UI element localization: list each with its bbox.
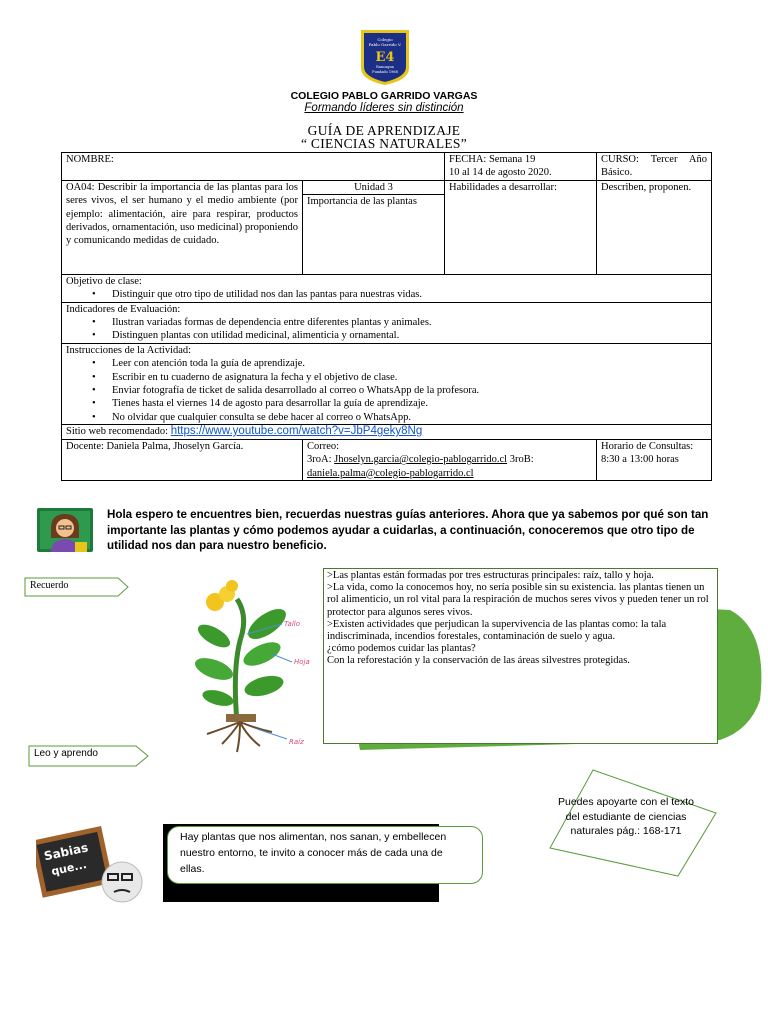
indicadores-label: Indicadores de Evaluación: xyxy=(66,303,181,315)
objetivo-label: Objetivo de clase: xyxy=(66,275,142,287)
guide-title xyxy=(0,124,768,150)
recuerdo-label: Recuerdo xyxy=(30,580,69,591)
correo-prefix-b: 3roB: xyxy=(507,454,534,466)
nombre-cell[interactable] xyxy=(62,153,445,181)
plant-diagram xyxy=(192,574,327,754)
crest-line-4: Rancagua xyxy=(376,65,394,69)
indicadores-cell xyxy=(62,302,712,343)
instrucciones-cell xyxy=(62,343,712,424)
fact-line: >Las plantas están formadas por tres estructuras principales: raíz, tallo y hoja. xyxy=(327,570,654,581)
curso-cell: CURSO: Tercer Año Básico. xyxy=(597,153,712,181)
horario-value: 8:30 a 13:00 horas xyxy=(601,454,679,466)
crest-line-5: Fundado 1968 xyxy=(372,70,398,74)
leo-aprendo-tag xyxy=(28,745,156,763)
guide-title-line2: “ CIENCIAS NATURALES” xyxy=(300,136,468,151)
email-link-3rob[interactable]: daniela.palma@colegio-pablogarrido.cl xyxy=(307,467,474,479)
guide-title-line1: GUÍA DE APRENDIZAJE xyxy=(307,123,461,138)
leo-aprendo-label: Leo y aprendo xyxy=(34,748,98,759)
fact-line: >Existen actividades que perjudican la supervivencia de las plantas como: la tala indiscriminada, incendios forestales, contaminación de suelo y agua. xyxy=(327,618,667,643)
unidad-cell xyxy=(303,180,445,274)
fact-line: >La vida, como la conocemos hoy, no sería posible sin su existencia. las plantas tienen un rol alimenticio, un rol vital para la respiración de muchos seres vivos y pueden tener un rol protector para algunos seres vivos. xyxy=(327,582,709,618)
sabias-que-chalkboard-icon xyxy=(36,812,148,912)
school-crest-logo xyxy=(359,28,411,86)
correo-cell xyxy=(303,439,597,480)
habilidades-label: Habilidades a desarrollar: xyxy=(445,180,597,274)
plant-label-tallo: Tallo xyxy=(284,620,301,628)
sitio-cell xyxy=(62,425,712,439)
crest-line-1: Colegio xyxy=(377,37,393,42)
correo-prefix-a: 3roA: xyxy=(307,454,335,466)
objetivo-item: • Distinguir que otro tipo de utilidad nos dan las pantas para nuestras vidas. xyxy=(66,288,707,301)
fact-line: Con la reforestación y la conservación de las áreas silvestres protegidas. xyxy=(327,655,630,667)
sabias-line1: Sabias xyxy=(42,840,90,864)
indicador-item: • Distinguen plantas con utilidad medicinal, alimenticia y ornamental. xyxy=(66,329,707,342)
unidad-label: Unidad 3 xyxy=(303,181,444,195)
instruccion-item: • Tienes hasta el viernes 14 de agosto para desarrollar la guía de aprendizaje. xyxy=(66,397,707,410)
horario-cell xyxy=(597,439,712,480)
sitio-label: Sitio web recomendado: xyxy=(66,426,169,438)
nombre-label: NOMBRE: xyxy=(66,154,114,165)
instruccion-item: • Enviar fotografía de ticket de salida desarrollado al correo o WhatsApp de la profesora. xyxy=(66,384,707,397)
guide-info-table xyxy=(61,152,712,481)
instruccion-item: • Escribir en tu cuaderno de asignatura la fecha y el objetivo de clase. xyxy=(66,371,707,384)
youtube-link[interactable]: https://www.youtube.com/watch?v=JbP4geky8Ng xyxy=(170,425,423,438)
crest-line-2: Pablo Garrido V. xyxy=(368,42,402,47)
fecha-line2: 10 al 14 de agosto 2020. xyxy=(449,167,552,179)
fact-line: ¿cómo podemos cuidar las plantas? xyxy=(327,643,476,655)
correo-label: Correo: xyxy=(307,440,340,452)
objetivo-cell xyxy=(62,274,712,302)
crest-line-3: E4 xyxy=(375,50,395,65)
textbook-reference-note: Puedes apoyarte con el texto del estudiante de ciencias naturales pág.: 168-171 xyxy=(557,796,694,837)
plants-note: Hay plantas que nos alimentan, nos sanan, y embellecen nuestro entorno, te invito a conocer más de cada una de ellas. xyxy=(167,826,483,884)
recuerdo-tag xyxy=(24,577,136,595)
facts-box xyxy=(323,568,718,744)
instruccion-item: • Leer con atención toda la guía de aprendizaje. xyxy=(66,357,707,370)
oa-cell: OA04: Describir la importancia de las plantas para los seres vivos, el ser humano y el medio ambiente (por ejemplo: alimentación, aire para respirar, productos derivados, ornamentación, uso medicinal) proponiendo y comunicando medidas de cuidado. xyxy=(62,180,303,274)
unidad-text: Importancia de las plantas xyxy=(307,196,417,208)
fecha-cell xyxy=(445,153,597,181)
habilidades-values: Describen, proponen. xyxy=(597,180,712,274)
indicador-item: • Ilustran variadas formas de dependencia entre diferentes plantas y animales. xyxy=(66,316,707,329)
sabias-line2: que... xyxy=(50,858,88,879)
horario-label: Horario de Consultas: xyxy=(601,440,694,452)
instruccion-item: • No olvidar que cualquier consulta se debe hacer al correo o WhatsApp. xyxy=(66,411,707,424)
email-link-3roa[interactable]: Jhoselyn.garcia@colegio-pablogarrido.cl xyxy=(334,454,508,466)
plant-label-raiz: Raíz xyxy=(289,738,304,746)
fecha-line1: FECHA: Semana 19 xyxy=(449,154,536,165)
intro-text: Hola espero te encuentres bien, recuerdas nuestras guías anteriores. Ahora que ya sabemos por qué son tan importante las plantas y cómo podemos ayudar a cuidarlas, a continuación, conoceremos que otro tipo de utilidad nos dan para nuestro beneficio. xyxy=(107,508,709,552)
school-name: COLEGIO PABLO GARRIDO VARGAS xyxy=(290,90,478,102)
school-motto: Formando líderes sin distinción xyxy=(304,102,464,114)
instrucciones-label: Instrucciones de la Actividad: xyxy=(66,344,192,356)
teacher-avatar-icon xyxy=(37,508,93,556)
plant-label-hoja: Hoja xyxy=(294,658,310,666)
docente-cell: Docente: Daniela Palma, Jhoselyn García. xyxy=(62,439,303,480)
